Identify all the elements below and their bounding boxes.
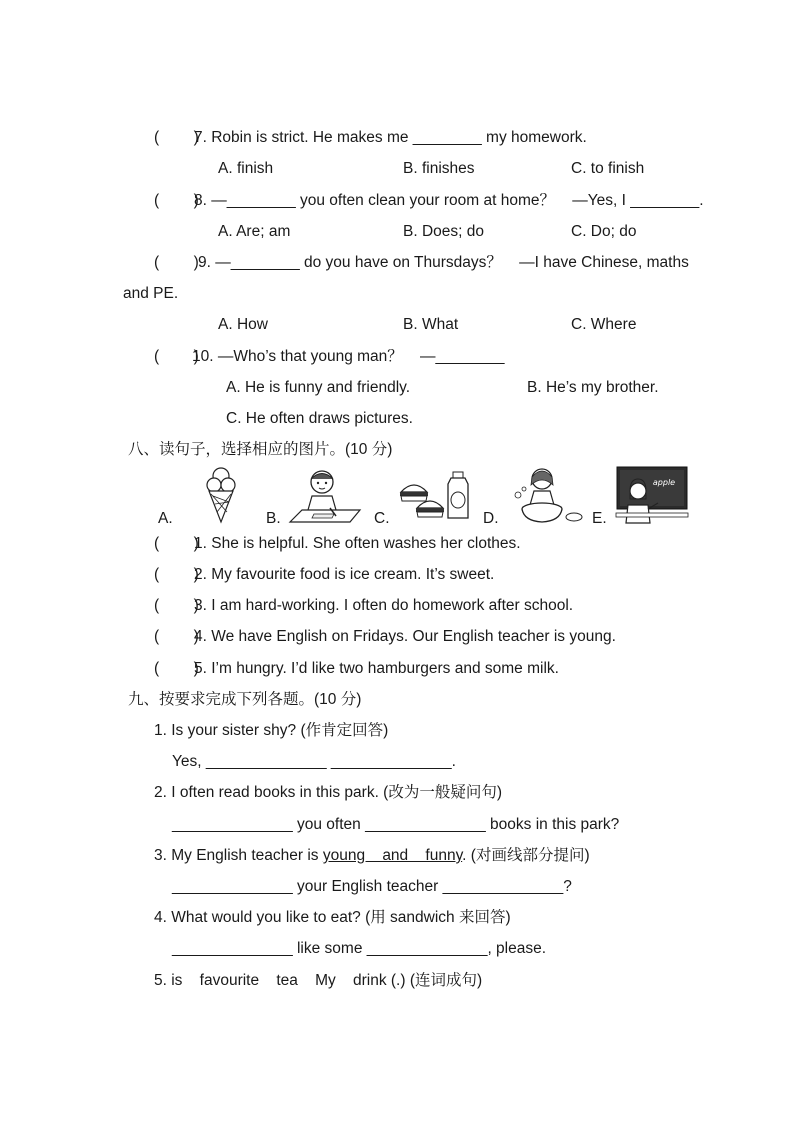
- part8-item4-text: 4. We have English on Fridays. Our English teacher is young.: [194, 628, 616, 645]
- q9-option-a: A. How: [218, 316, 268, 333]
- q9-stem-continued: and PE.: [123, 285, 179, 302]
- picture-label-e: E.: [592, 510, 607, 527]
- part9-q4-answer: ______________ like some ______________, please.: [172, 940, 547, 957]
- picture-label-a: A.: [158, 510, 173, 527]
- part9-q3-underlined: young and funny: [322, 847, 463, 864]
- q7-option-a: A. finish: [218, 160, 274, 177]
- part8-item5-bracket: ( ): [154, 660, 199, 677]
- teacher-at-blackboard-icon: [614, 465, 690, 525]
- part9-title: 九、按要求完成下列各题。(10 分): [128, 691, 362, 708]
- part9-q3-post: . (对画线部分提问): [462, 847, 590, 864]
- part9-q5-text: 5. is favourite tea My drink (.) (连词成句): [154, 972, 483, 989]
- q9-option-c: C. Where: [571, 316, 637, 333]
- girl-washing-clothes-icon: [510, 465, 586, 525]
- part9-q2-text: 2. I often read books in this park. (改为一般疑问句): [154, 784, 503, 801]
- picture-label-b: B.: [266, 510, 281, 527]
- q10-option-c: C. He often draws pictures.: [226, 410, 413, 427]
- part8-title: 八、读句子，选择相应的图片。(10 分): [128, 441, 393, 458]
- part9-q1-text: 1. Is your sister shy? (作肯定回答): [154, 722, 389, 739]
- part8-item1-text: 1. She is helpful. She often washes her clothes.: [194, 535, 521, 552]
- part9-q2-answer: ______________ you often ______________ books in this park?: [172, 816, 620, 833]
- q7-option-b: B. finishes: [403, 160, 475, 177]
- q10-bracket: ( ): [154, 348, 199, 365]
- picture-label-c: C.: [374, 510, 390, 527]
- q7-bracket: ( ): [154, 129, 199, 146]
- part9-q3-answer: ______________ your English teacher ______________?: [172, 878, 572, 895]
- part8-item3-bracket: ( ): [154, 597, 199, 614]
- q10-stem: 10. —Who’s that young man？ —________: [192, 348, 505, 365]
- part8-item3-text: 3. I am hard-working. I often do homework after school.: [194, 597, 574, 614]
- q9-stem: 9. —________ do you have on Thursdays？ —I have Chinese, maths: [198, 254, 689, 271]
- q8-option-c: C. Do; do: [571, 223, 637, 240]
- part9-q1-answer: Yes, ______________ ______________.: [172, 753, 456, 770]
- part9-q3-pre: 3. My English teacher is: [154, 847, 323, 864]
- q8-bracket: ( ): [154, 192, 199, 209]
- q10-option-a: A. He is funny and friendly.: [226, 379, 411, 396]
- ice-cream-icon: [202, 466, 240, 524]
- q9-bracket: ( ): [154, 254, 199, 271]
- part8-item2-text: 2. My favourite food is ice cream. It’s sweet.: [194, 566, 495, 583]
- q8-stem: 8. —________ you often clean your room at home？ —Yes, I ________.: [194, 192, 704, 209]
- q10-option-b: B. He’s my brother.: [527, 379, 659, 396]
- q8-option-b: B. Does; do: [403, 223, 484, 240]
- board-text: apple: [652, 478, 676, 487]
- part8-item2-bracket: ( ): [154, 566, 199, 583]
- boy-writing-icon: [286, 466, 362, 524]
- picture-label-d: D.: [483, 510, 499, 527]
- part8-item1-bracket: ( ): [154, 535, 199, 552]
- hamburgers-and-milk-icon: [398, 470, 476, 522]
- q7-option-c: C. to finish: [571, 160, 645, 177]
- q9-option-b: B. What: [403, 316, 459, 333]
- q8-option-a: A. Are; am: [218, 223, 291, 240]
- part9-q3-text: [154, 846, 590, 866]
- part9-q4-text: 4. What would you like to eat? (用 sandwich 来回答): [154, 909, 511, 926]
- q7-stem: 7. Robin is strict. He makes me ________ my homework.: [194, 129, 587, 146]
- part8-item4-bracket: ( ): [154, 628, 199, 645]
- part8-item5-text: 5. I’m hungry. I’d like two hamburgers and some milk.: [194, 660, 559, 677]
